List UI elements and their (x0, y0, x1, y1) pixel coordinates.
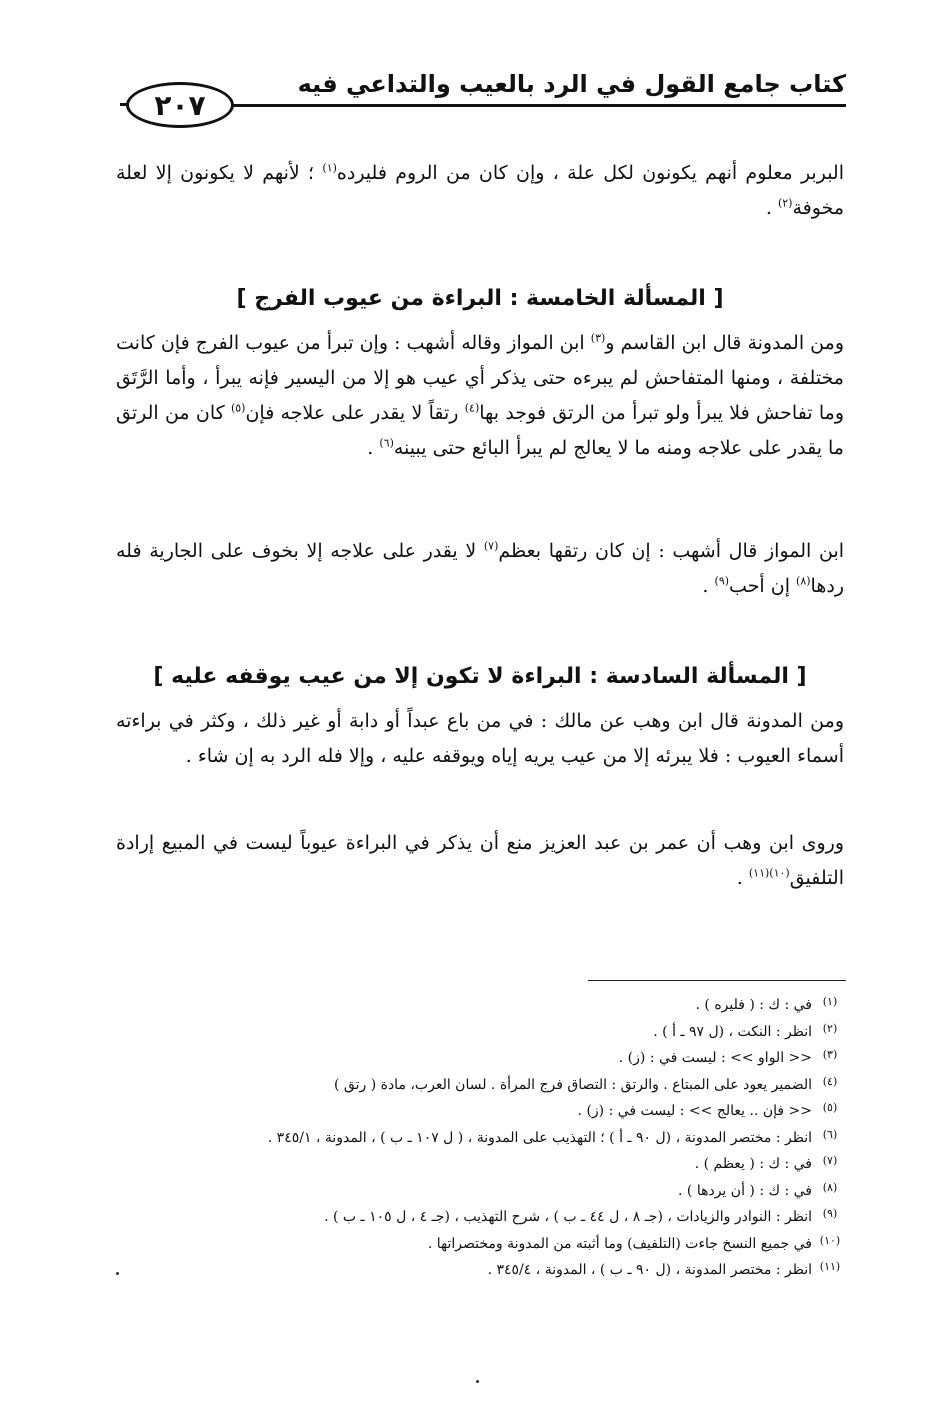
paragraph-1 (116, 156, 844, 226)
footnote-item (112, 1072, 848, 1099)
footnote-ref-6: (٦) (379, 436, 394, 450)
footnote-ref-5: (٥) (230, 401, 246, 415)
footnote-text: << فإن .. يعالج >> : ليست في : (ز) . (577, 1103, 812, 1119)
footnote-item (112, 1151, 848, 1178)
footnote-text: << الواو >> : ليست في : (ز) . (618, 1050, 812, 1066)
page-number: ٢٠٧ (126, 82, 234, 128)
paragraph-1-text-b: ؛ لأنهم لا يكونون إلا لعلة مخوفة (116, 162, 844, 219)
paragraph-2-text-a: ومن المدونة قال ابن القاسم و (605, 332, 844, 354)
running-header (112, 62, 846, 132)
footnote-number: (١) (822, 995, 838, 1008)
footnote-ref-8: (٨) (796, 574, 811, 588)
footnote-text: انظر : مختصر المدونة ، (ل ٩٠ ـ ب ) ، المدونة ، ٣٤٥/٤ . (487, 1262, 812, 1278)
footnote-item (112, 1019, 848, 1046)
footnote-ref-10-11: (١٠)(١١) (748, 866, 790, 880)
footnote-ref-2: (٢) (777, 196, 793, 210)
footnote-text: الضمير يعود على المبتاع . والرتق : التصاق فرج المرأة . لسان العرب، مادة ( رتق ) (334, 1076, 812, 1093)
footnote-ref-3: (٣) (590, 331, 606, 345)
paragraph-5-text-a: وروى ابن وهب أن عمر بن عبد العزيز منع أن يذكر في البراءة عيوباً ليست في المبيع إرادة التلفيق (116, 832, 844, 889)
footnote-number: (٧) (822, 1154, 838, 1167)
footnote-number: (١٠) (819, 1233, 841, 1247)
paragraph-3-text-b: لا يقدر على علاجه إلا بخوف على الجارية فله ردها (116, 540, 844, 597)
paragraph-5-text-b: . (736, 867, 749, 889)
footnote-number: (١١) (819, 1260, 841, 1273)
page-number-badge (126, 82, 232, 128)
paragraph-2-text-e: . (367, 437, 380, 459)
paragraph-3-text-a: ابن المواز قال أشهب : إن كان رتقها بعظم (498, 540, 845, 562)
scan-speck (476, 1380, 479, 1383)
footnote-number: (٥) (822, 1101, 838, 1114)
paragraph-1-text-c: . (765, 197, 778, 219)
footnote-item (112, 1125, 848, 1152)
paragraph-4: ومن المدونة قال ابن وهب عن مالك : في من باع عبداً أو دابة أو غير ذلك ، وكثر في براءته أسماء العيوب : فلا يبرئه إلا من عيب يريه إياه ويوقفه عليه ، وإلا فله الرد به إن شاء . (116, 710, 844, 767)
footnote-number: (٨) (822, 1180, 838, 1194)
section-heading-6: [ المسألة السادسة : البراءة لا تكون إلا من عيب يوقفه عليه ] (153, 664, 807, 689)
footnote-ref-9: (٩) (714, 574, 730, 588)
footnote-number: (٦) (822, 1127, 838, 1141)
footnote-text: في جميع النسخ جاءت (التلفيف) وما أثبته من المدونة ومختصراتها . (427, 1235, 812, 1252)
footnote-text: في : ك : ( أن يردها ) . (678, 1182, 812, 1199)
paragraph-3-text-d: . (702, 575, 715, 597)
footnotes (112, 992, 848, 1284)
footnote-item (112, 1098, 848, 1125)
paragraph-2 (116, 326, 844, 466)
footnote-ref-1: (١) (322, 161, 337, 175)
footnote-text: انظر : النوادر والزيادات ، (جـ ٨ ، ل ٤٤ ـ ب ) ، شرح التهذيب ، (جـ ٤ ، ل ١٠٥ ـ ب ) . (324, 1209, 812, 1225)
footnote-item (112, 1231, 848, 1258)
footnote-ref-4: (٤) (464, 401, 480, 415)
footnote-text: في : ك : ( يعظم ) . (694, 1156, 812, 1172)
footnote-separator (588, 980, 846, 981)
footnote-text: في : ك : ( فليره ) . (695, 997, 812, 1013)
footnote-number: (٢) (822, 1021, 838, 1035)
paragraph-2-text-b: ابن المواز وقاله أشهب : وإن تبرأ من عيوب الفرج فإن كانت مختلفة ، ومنها المتفاحش لم يبرءه حتى يذكر أي عيب هو إلا من اليسير فإنه يبرأ ، وأما الرَّتَق وما تفاحش فلا يبرأ ولو تبرأ من الرتق فوجد بها (116, 332, 845, 424)
paragraph-3-text-c: إن أحب (729, 575, 797, 597)
footnote-text: انظر : النكت ، (ل ٩٧ ـ أ ) . (653, 1023, 812, 1040)
footnote-item (112, 1045, 848, 1072)
footnote-number: (٩) (822, 1207, 838, 1220)
paragraph-5 (116, 826, 844, 896)
section-heading-5: [ المسألة الخامسة : البراءة من عيوب الفرج ] (236, 286, 724, 311)
book-title: كتاب جامع القول في الرد بالعيب والتداعي فيه (297, 70, 846, 98)
paragraph-2-text-c: رتقاً لا يقدر على علاجه فإن (245, 402, 465, 424)
paragraph-3 (116, 534, 844, 604)
footnote-item (112, 1204, 848, 1231)
footnote-item (112, 992, 848, 1019)
footnote-text: انظر : مختصر المدونة ، (ل ٩٠ ـ أ ) ؛ التهذيب على المدونة ، ( ل ١٠٧ ـ ب ) ، المدونة ، ٣٤٥/١ . (267, 1129, 812, 1146)
paragraph-1-text-a: البربر معلوم أنهم يكونون لكل علة ، وإن كان من الروم فليرده (336, 162, 845, 184)
scan-speck (116, 1272, 119, 1275)
footnote-item (112, 1178, 848, 1205)
header-rule (222, 104, 846, 107)
footnote-number: (٣) (822, 1048, 838, 1061)
footnote-item (112, 1257, 848, 1284)
footnote-ref-7: (٧) (483, 539, 499, 553)
footnote-number: (٤) (822, 1074, 838, 1088)
paragraph-2-text-d: كان من الرتق ما يقدر على علاجه ومنه ما لا يعالج لم يبرأ البائع حتى يبينه (116, 402, 844, 459)
